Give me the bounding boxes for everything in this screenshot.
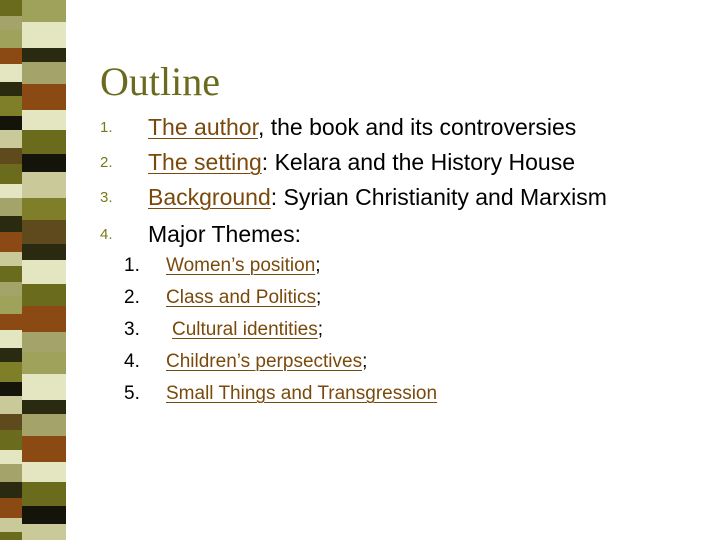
sub-item-number: 2. (124, 287, 140, 308)
sub-item-2 (88, 287, 648, 309)
item-number: 2. (100, 154, 113, 171)
item-number: 3. (100, 189, 113, 206)
outline-item-2 (100, 149, 700, 176)
item-text: : Kelara and the History House (261, 149, 576, 175)
link-childrens-perspectives[interactable]: Children’s perpsectives (166, 351, 363, 372)
sub-item-number: 4. (124, 351, 140, 372)
sub-item-text: ; (315, 255, 321, 276)
item-text: : Syrian Christianity and Marxism (270, 184, 607, 210)
outline-list (100, 114, 700, 415)
outline-item-3 (100, 184, 700, 211)
link-class-and-politics[interactable]: Class and Politics (166, 287, 316, 308)
sub-item-number: 3. (124, 319, 140, 340)
sub-item-text: ; (362, 351, 368, 372)
sub-item-number: 1. (124, 255, 140, 276)
item-number: 1. (100, 119, 113, 136)
themes-sublist (88, 255, 648, 405)
link-cultural-identities[interactable]: Cultural identities (172, 319, 318, 340)
sub-item-5 (88, 383, 648, 405)
link-the-author[interactable]: The author (148, 114, 258, 140)
link-womens-position[interactable]: Women’s position (166, 255, 316, 276)
outline-item-4 (100, 221, 700, 405)
item-text: , the book and its controversies (257, 114, 577, 140)
sub-item-1 (88, 255, 648, 277)
sub-item-number: 5. (124, 383, 140, 404)
link-small-things-and-transgression[interactable]: Small Things and Transgression (166, 383, 438, 404)
sub-item-3 (88, 319, 648, 341)
sub-item-text: ; (315, 287, 322, 308)
sub-item-text: ; (317, 319, 324, 340)
slide-title: Outline (100, 59, 220, 104)
item-number: 4. (100, 226, 113, 243)
sub-item-4 (88, 351, 648, 373)
link-background[interactable]: Background (148, 184, 271, 210)
decorative-stripe (0, 0, 80, 540)
outline-item-1 (100, 114, 700, 141)
link-the-setting[interactable]: The setting (148, 149, 262, 175)
item-text: Major Themes: (148, 221, 301, 247)
